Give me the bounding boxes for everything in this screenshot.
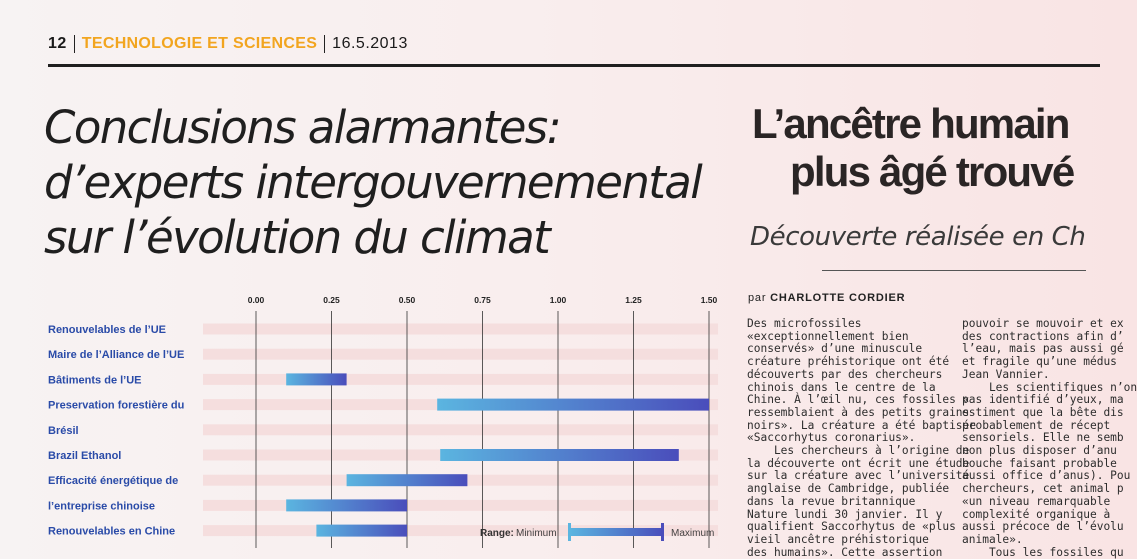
row-label: Brésil bbox=[48, 424, 79, 437]
article-line: qualifient Saccorhytus de «plus bbox=[747, 520, 956, 534]
left-headline-line: sur l’évolution du climat bbox=[44, 211, 550, 264]
range-chart bbox=[0, 290, 740, 550]
article-line: Tous les fossiles qu bbox=[962, 545, 1124, 559]
legend-max-cap bbox=[661, 523, 664, 541]
legend-min-label: Minimum bbox=[516, 528, 557, 539]
article-line: Des microfossiles bbox=[747, 317, 862, 330]
article-line: pas identifié d’yeux, ma bbox=[962, 393, 1124, 407]
article-line: probablement de récept bbox=[962, 418, 1111, 432]
article-line: l’eau, mais pas aussi gé bbox=[962, 342, 1124, 356]
legend-max-label: Maximum bbox=[671, 528, 715, 539]
row-track bbox=[203, 349, 718, 360]
row-track bbox=[203, 374, 718, 385]
article-line: sur la créature avec l’université bbox=[747, 469, 970, 483]
byline-prefix: par bbox=[748, 292, 767, 304]
article-line: conservés» d’une minuscule bbox=[747, 342, 923, 356]
right-headline bbox=[752, 100, 1073, 196]
article-line: anglaise de Cambridge, publiée bbox=[747, 482, 950, 496]
row-track bbox=[203, 324, 718, 335]
header-rule bbox=[48, 64, 1100, 67]
row-label: Brazil Ethanol bbox=[48, 450, 122, 462]
left-headline bbox=[44, 100, 744, 265]
right-headline-line: plus âgé trouvé bbox=[790, 148, 1074, 195]
article-line: aussi office d’anus). Pou bbox=[962, 469, 1131, 483]
article-line: noirs». La créature a été baptisée bbox=[747, 418, 977, 432]
x-tick-label: 0.75 bbox=[474, 295, 491, 305]
article-line: des humains». Cette assertion bbox=[747, 545, 943, 559]
range-bar bbox=[316, 525, 407, 537]
subtitle-rule bbox=[822, 270, 1086, 271]
article-line: chercheurs, cet animal p bbox=[962, 482, 1124, 496]
header-divider bbox=[324, 35, 325, 53]
row-track bbox=[203, 500, 718, 511]
article-line: complexité organique à bbox=[962, 507, 1111, 521]
article-line: et fragile qu’une médus bbox=[962, 355, 1117, 369]
legend-title: Range: bbox=[480, 528, 514, 539]
issue-date: 16.5.2013 bbox=[332, 35, 408, 52]
section-title: TECHNOLOGIE ET SCIENCES bbox=[81, 35, 318, 52]
row-label: Preservation forestière du bbox=[48, 399, 185, 412]
right-headline-line: L’ancêtre humain bbox=[752, 100, 1069, 147]
article-line: Les chercheurs à l’origine de bbox=[747, 444, 970, 458]
article-line: ressemblaient à des petits grains bbox=[747, 405, 970, 419]
left-headline-line: Conclusions alarmantes: bbox=[44, 101, 561, 154]
left-headline-line: d’experts intergouvernemental bbox=[44, 156, 702, 209]
article-line: découverts par des chercheurs bbox=[747, 367, 943, 381]
range-bar bbox=[286, 373, 346, 385]
x-tick-label: 0.50 bbox=[398, 295, 416, 305]
page-header bbox=[48, 33, 408, 55]
row-label: Renouvelables de l’UE bbox=[48, 324, 166, 336]
page-number: 12 bbox=[48, 35, 67, 52]
row-track bbox=[203, 424, 718, 435]
article-line: dans la revue britannique bbox=[747, 494, 916, 508]
article-column-1 bbox=[747, 317, 977, 559]
article-line: créature préhistorique ont été bbox=[747, 355, 950, 369]
x-tick-label: 1.25 bbox=[625, 295, 642, 305]
article-line: Nature lundi 30 janvier. Il y bbox=[747, 507, 943, 521]
article-line: la découverte ont écrit une étude bbox=[747, 456, 970, 470]
byline bbox=[748, 292, 905, 304]
row-label: Renouvelables en Chine bbox=[48, 525, 176, 538]
article-line: des contractions afin d’ bbox=[962, 329, 1124, 343]
article-line: aussi précoce de l’évolu bbox=[962, 520, 1124, 534]
article-line: «exceptionnellement bien bbox=[747, 329, 909, 343]
article-column-2 bbox=[962, 317, 1137, 559]
range-bar bbox=[286, 499, 407, 511]
article-line: animale». bbox=[962, 532, 1023, 546]
article-line: bouche faisant probable bbox=[962, 456, 1117, 470]
article-line: estiment que la bête dis bbox=[962, 405, 1124, 419]
article-line: «un niveau remarquable bbox=[962, 494, 1111, 508]
row-label: Maire de l’Alliance de l’UE bbox=[48, 349, 185, 362]
x-tick-label: 1.50 bbox=[700, 295, 718, 305]
legend-min-cap bbox=[568, 523, 571, 541]
range-bar bbox=[440, 449, 679, 461]
article-line: Jean Vannier. bbox=[962, 367, 1050, 381]
header-divider bbox=[74, 35, 75, 53]
article-line: chinois dans le centre de la bbox=[747, 380, 936, 394]
row-label: Efficacité énergétique de bbox=[48, 475, 179, 488]
row-label: l’entreprise chinoise bbox=[48, 500, 155, 513]
article-line: sensoriels. Elle ne semb bbox=[962, 431, 1124, 445]
article-line: Chine. À l’œil nu, ces fossiles « bbox=[747, 393, 970, 407]
article-line: non plus disposer d’anu bbox=[962, 444, 1117, 458]
x-tick-label: 0.25 bbox=[323, 295, 340, 305]
right-subtitle: Découverte réalisée en Ch bbox=[750, 222, 1086, 252]
legend-bar bbox=[570, 528, 664, 536]
row-label: Bâtiments de l’UE bbox=[48, 374, 142, 387]
article-line: vieil ancêtre préhistorique bbox=[747, 532, 929, 546]
x-tick-label: 0.00 bbox=[247, 295, 265, 305]
article-line: pouvoir se mouvoir et ex bbox=[962, 317, 1124, 330]
x-tick-label: 1.00 bbox=[549, 295, 567, 305]
byline-author: CHARLOTTE CORDIER bbox=[770, 292, 906, 304]
range-bar bbox=[347, 474, 468, 486]
range-bar bbox=[437, 399, 709, 411]
article-line: Les scientifiques n’on bbox=[962, 380, 1137, 394]
article-line: «Saccorhytus coronarius». bbox=[747, 431, 916, 445]
